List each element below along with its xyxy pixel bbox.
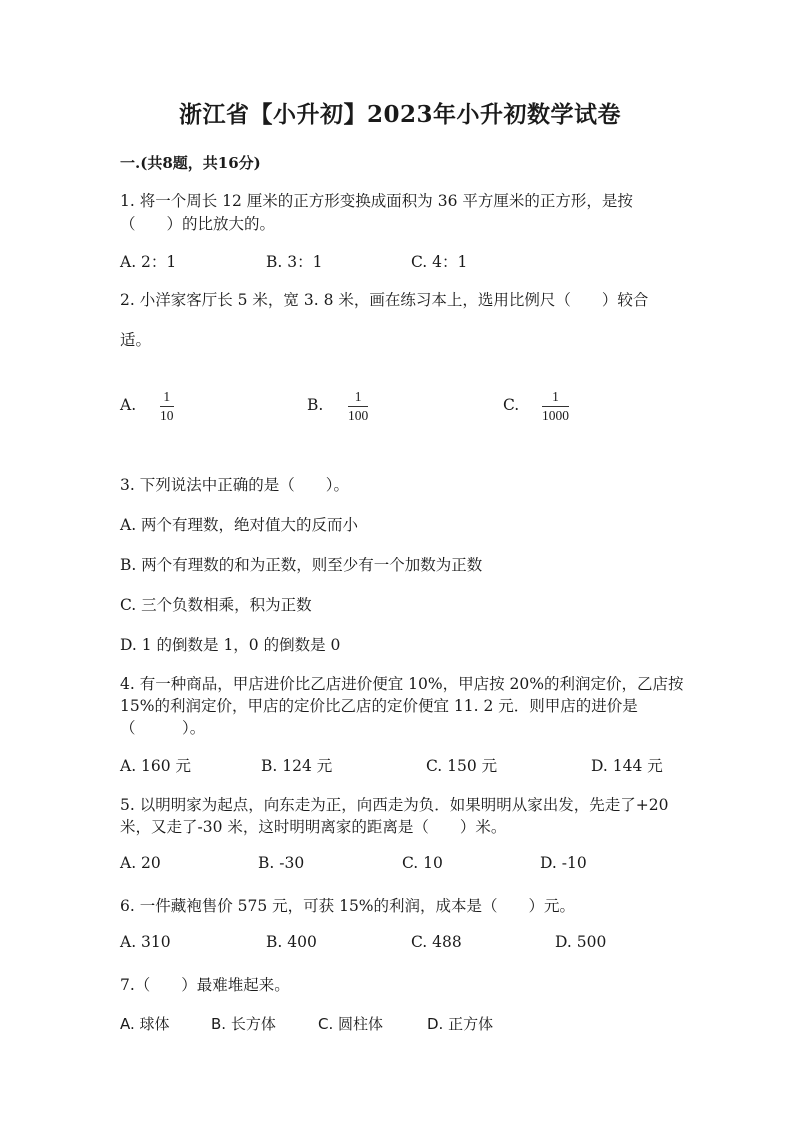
fraction-numerator: 1 bbox=[163, 389, 171, 404]
q2-text-line1: 2. 小洋家客厅长 5 米，宽 3. 8 米，画在练习本上，选用比例尺（ ）较合 bbox=[120, 291, 649, 309]
q1-text-line2: （ ）的比放大的。 bbox=[120, 215, 276, 233]
q4-option-a: A. 160 元 bbox=[120, 757, 192, 775]
q2-option-b-label: B. bbox=[307, 396, 324, 414]
q5-text-line2: 米，又走了-30 米，这时明明离家的距离是（ ）米。 bbox=[120, 818, 507, 836]
q7-option-a: A. 球体 bbox=[120, 1015, 170, 1033]
q3-option-a: A. 两个有理数，绝对值大的反而小 bbox=[120, 516, 359, 534]
q4-option-b: B. 124 元 bbox=[261, 757, 333, 775]
q4-text-line1: 4. 有一种商品，甲店进价比乙店进价便宜 10%，甲店按 20%的利润定价，乙店按 bbox=[120, 675, 684, 693]
q4-text-line2: 15%的利润定价，甲店的定价比乙店的定价便宜 11. 2 元．则甲店的进价是 bbox=[120, 697, 638, 715]
q4-option-d: D. 144 元 bbox=[591, 757, 663, 775]
q5-option-a: A. 20 bbox=[120, 854, 161, 872]
q3-option-d: D. 1 的倒数是 1，0 的倒数是 0 bbox=[120, 636, 341, 654]
q1-option-c: C. 4：1 bbox=[411, 253, 468, 271]
fraction-bar bbox=[160, 406, 174, 407]
q6-option-b: B. 400 bbox=[266, 933, 317, 951]
fraction-denominator: 1000 bbox=[542, 408, 569, 423]
q1-option-a: A. 2：1 bbox=[120, 253, 177, 271]
q7-option-c: C. 圆柱体 bbox=[318, 1015, 384, 1033]
q6-option-d: D. 500 bbox=[555, 933, 607, 951]
fraction-denominator: 100 bbox=[348, 408, 369, 423]
q6-option-c: C. 488 bbox=[411, 933, 462, 951]
q5-option-b: B. -30 bbox=[258, 854, 305, 872]
fraction-bar bbox=[542, 406, 569, 407]
q5-option-c: C. 10 bbox=[402, 854, 443, 872]
fraction-numerator: 1 bbox=[354, 389, 362, 404]
q2-option-a-fraction bbox=[160, 389, 174, 423]
q2-text-line2: 适。 bbox=[120, 331, 152, 349]
q2-option-a-label: A. bbox=[120, 396, 137, 414]
page-title: 浙江省【小升初】2023年小升初数学试卷 bbox=[178, 101, 621, 128]
fraction-denominator: 10 bbox=[160, 408, 174, 423]
q3-option-c: C. 三个负数相乘，积为正数 bbox=[120, 596, 312, 614]
q6-option-a: A. 310 bbox=[120, 933, 171, 951]
q1-text-line1: 1. 将一个周长 12 厘米的正方形变换成面积为 36 平方厘米的正方形，是按 bbox=[120, 192, 633, 210]
q6-text-line1: 6. 一件藏袍售价 575 元，可获 15%的利润，成本是（ ）元。 bbox=[120, 897, 576, 915]
q7-option-b: B. 长方体 bbox=[211, 1015, 276, 1033]
q3-option-b: B. 两个有理数的和为正数，则至少有一个加数为正数 bbox=[120, 556, 483, 574]
section-heading: 一.(共8题，共16分) bbox=[120, 154, 261, 172]
q5-text-line1: 5. 以明明家为起点，向东走为正，向西走为负．如果明明从家出发，先走了+20 bbox=[120, 796, 669, 814]
q3-text-line1: 3. 下列说法中正确的是（ ）。 bbox=[120, 476, 349, 494]
fraction-bar bbox=[348, 406, 368, 407]
q1-option-b: B. 3：1 bbox=[266, 253, 323, 271]
fraction-numerator: 1 bbox=[552, 389, 559, 404]
q2-option-b-fraction bbox=[348, 389, 368, 423]
q4-text-line3: （ ）。 bbox=[120, 719, 206, 737]
q2-option-c-label: C. bbox=[503, 396, 520, 414]
q7-text-line1: 7.（ ）最难堆起来。 bbox=[120, 976, 290, 994]
q2-option-c-fraction bbox=[542, 389, 569, 423]
q5-option-d: D. -10 bbox=[540, 854, 587, 872]
q4-option-c: C. 150 元 bbox=[426, 757, 498, 775]
q7-option-d: D. 正方体 bbox=[427, 1015, 494, 1033]
